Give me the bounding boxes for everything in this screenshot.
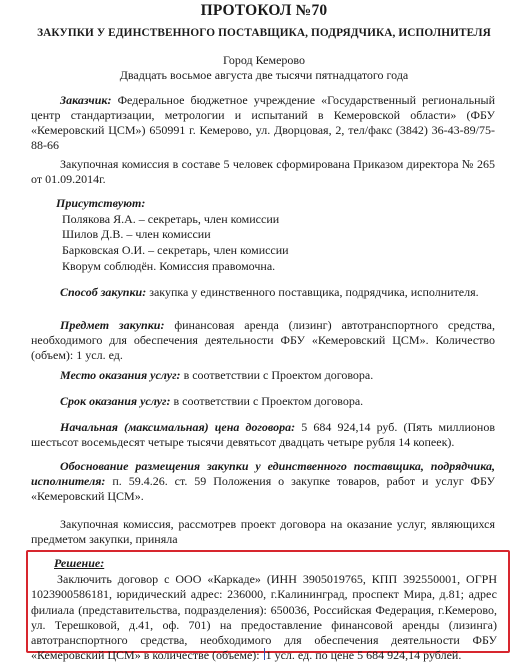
- attendees-block: [56, 196, 289, 275]
- commission-paragraph: Закупочная комиссия в составе 5 человек сформирована Приказом директора № 265 от 01.09.2014г.: [31, 157, 495, 186]
- customer-paragraph: [31, 93, 495, 153]
- price-text: 5 684 924,14 руб. (Пять миллионов шестьсот восемьдесят четыре тысячи девятьсот двадцать четыре рубля 14 копеек).: [31, 420, 495, 449]
- method-text: закупка у единственного поставщика, подрядчика, исполнителя.: [146, 285, 479, 299]
- quorum-note: Кворум соблюдён. Комиссия правомочна.: [62, 258, 276, 273]
- city-line: Город Кемерово: [222, 53, 306, 67]
- customer-label: Заказчик:: [60, 93, 112, 107]
- decision-text: Заключить договор с ООО «Каркаде» (ИНН 3905019765, КПП 392550001, ОГРН 1023900586181, юридический адрес: 236000, г.Калининград, проспект Мира, д.81; адрес филиала (представительства, подразделения): 650036, Российская Федерация, г.Кемерово, ул. Терешковой, д.41, оф. 701) на предоставление финансовой аренды (лизинга) автотранспортного средства, необходимого для обеспечения деятельности ФБУ «Кемеровский ЦСМ» в количестве (объеме):: [31, 572, 497, 663]
- decision-paragraph: [31, 572, 497, 664]
- text-cursor: [264, 648, 265, 660]
- subject-text: финансовая аренда (лизинг) автотранспортного средства, необходимого для обеспечения деятельности ФБУ «Кемеровский ЦСМ». Количество (объем): 1 усл. ед.: [31, 318, 495, 362]
- subject-paragraph: [31, 318, 495, 363]
- present-label: Присутствуют:: [56, 196, 146, 210]
- attendee-item: Шилов Д.В. – член комиссии: [62, 227, 211, 242]
- attendee-item: Барковская О.И. – секретарь, член комиссии: [62, 243, 289, 258]
- decision-label: Решение:: [54, 556, 105, 570]
- price-paragraph: [31, 420, 495, 450]
- place-paragraph: [31, 368, 495, 383]
- justification-paragraph: [31, 459, 495, 504]
- term-paragraph: [31, 394, 495, 409]
- page-subtitle: ЗАКУПКИ У ЕДИНСТВЕННОГО ПОСТАВЩИКА, ПОДРЯДЧИКА, ИСПОЛНИТЕЛЯ: [37, 27, 491, 39]
- subject-label: Предмет закупки:: [60, 318, 165, 332]
- decision-text-end: 1 усл. ед. по цене 5 684 924,14 рублей.: [265, 648, 462, 663]
- customer-text: Федеральное бюджетное учреждение «Государственный региональный центр стандартизации, метрологии и испытаний в Кемеровской области» (ФБУ «Кемеровский ЦСМ») 650991 г. Кемерово, ул. Дворцовая, 2, тел/факс (3842) 36-43-89/75-88-66: [31, 93, 495, 152]
- date-line: Двадцать восьмое августа две тысячи пятнадцатого года: [119, 68, 409, 82]
- price-label: Начальная (максимальная) цена договора:: [60, 420, 296, 434]
- term-label: Срок оказания услуг:: [60, 394, 171, 408]
- method-label: Способ закупки:: [60, 285, 147, 299]
- justification-label: Обоснование размещения закупки у единственного поставщика, подрядчика, исполнителя:: [31, 459, 495, 488]
- justification-text: п. 59.4.26. ст. 59 Положения о закупке товаров, работ и услуг ФБУ «Кемеровский ЦСМ».: [31, 474, 495, 503]
- place-text: в соответствии с Проектом договора.: [180, 368, 374, 382]
- attendee-item: Полякова Я.А. – секретарь, член комиссии: [62, 211, 280, 226]
- page-title: ПРОТОКОЛ №70: [200, 2, 328, 19]
- review-paragraph: Закупочная комиссия, рассмотрев проект договора на оказание услуг, являющихся предметом закупки, приняла: [31, 517, 495, 546]
- method-paragraph: [31, 285, 495, 300]
- place-label: Место оказания услуг:: [60, 368, 181, 382]
- term-text: в соответствии с Проектом договора.: [170, 394, 364, 408]
